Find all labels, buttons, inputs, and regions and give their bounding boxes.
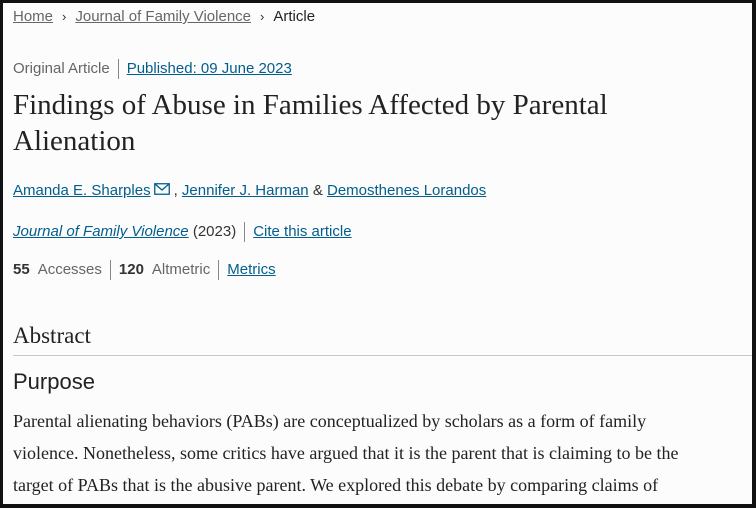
chevron-right-icon: › xyxy=(62,9,67,24)
section-divider xyxy=(13,355,756,356)
meta-divider xyxy=(118,59,119,79)
meta-divider xyxy=(244,222,245,242)
purpose-heading: Purpose xyxy=(13,369,95,394)
author-link-harman[interactable]: Jennifer J. Harman xyxy=(181,182,309,199)
altmetric-label: Altmetric xyxy=(151,261,211,278)
published-date-link[interactable]: Published: 09 June 2023 xyxy=(126,60,292,77)
breadcrumb-home-link[interactable]: Home xyxy=(13,8,54,25)
chevron-right-icon: › xyxy=(260,9,265,24)
metrics-divider xyxy=(218,260,219,280)
author-link-sharples[interactable]: Amanda E. Sharples xyxy=(13,182,151,199)
altmetric-count: 120 xyxy=(118,261,144,278)
metrics-link[interactable]: Metrics xyxy=(227,261,276,278)
metrics-bar xyxy=(13,260,276,280)
journal-link[interactable]: Journal of Family Violence xyxy=(13,223,189,240)
metrics-divider xyxy=(110,260,111,280)
abstract-heading: Abstract xyxy=(13,323,91,348)
author-link-lorandos[interactable]: Demosthenes Lorandos xyxy=(327,182,487,199)
page-title: Findings of Abuse in Families Affected by Parental Alienation xyxy=(13,89,608,157)
breadcrumb-current: Article xyxy=(273,8,316,25)
author-and: & xyxy=(312,182,323,199)
email-icon[interactable] xyxy=(154,181,170,193)
cite-article-link[interactable]: Cite this article xyxy=(253,223,352,240)
article-type: Original Article xyxy=(13,60,110,77)
breadcrumb-journal-link[interactable]: Journal of Family Violence xyxy=(75,8,252,25)
author-separator: , xyxy=(173,182,178,199)
accesses-count: 55 xyxy=(13,261,30,278)
breadcrumb xyxy=(13,7,315,27)
journal-year: (2023) xyxy=(192,223,237,240)
accesses-label: Accesses xyxy=(37,261,102,278)
author-list xyxy=(13,181,486,201)
article-meta xyxy=(13,59,292,79)
abstract-paragraph: Parental alienating behaviors (PABs) are conceptualized by scholars as a form of family violence. Nonetheless, some critics have argued that it is the parent that is claiming to be the target of PABs that is the abusive parent. We explored this debate by comparing claims of xyxy=(13,411,679,495)
journal-citation xyxy=(13,222,352,242)
